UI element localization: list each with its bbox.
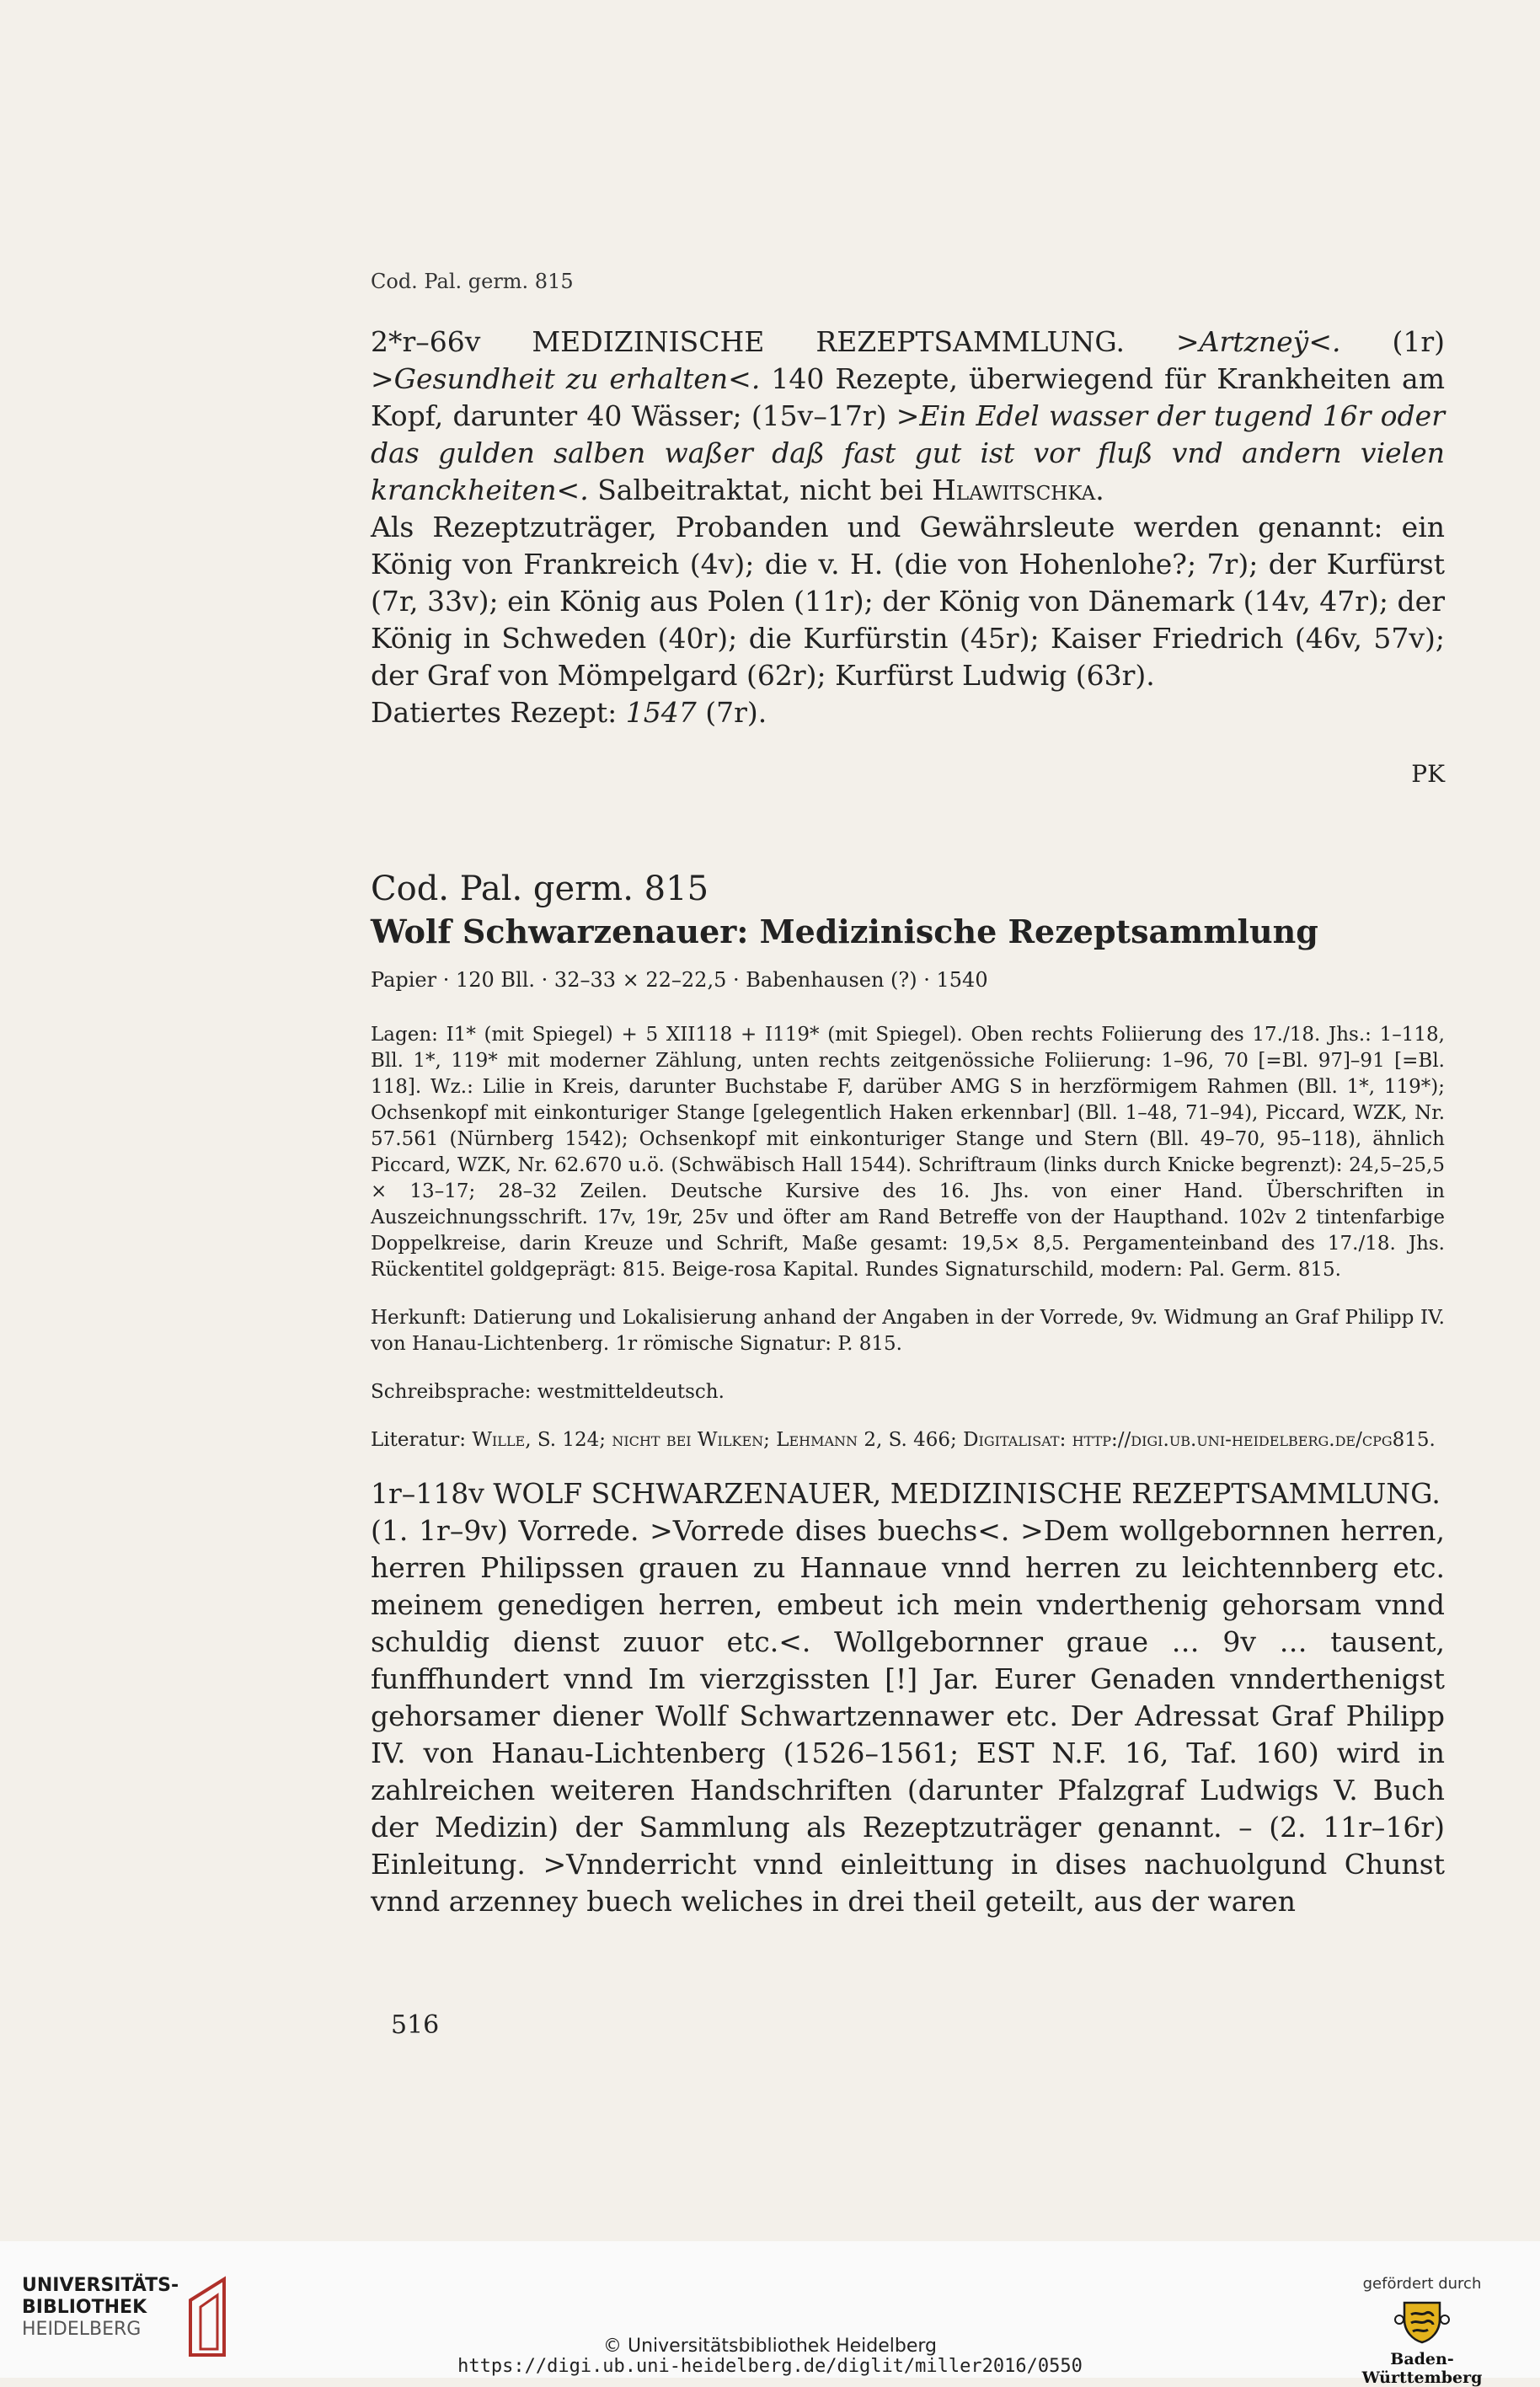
entry2-heading-line (371, 1475, 1445, 1512)
record-title: Wolf Schwarzenauer: Medizinische Rezeptsammlung (371, 913, 1318, 950)
entry1-dated-label: Datiertes Rezept: (371, 696, 618, 729)
entry1-dated-year: 1547 (625, 696, 697, 729)
funded-name: Baden-Württemberg (1361, 2350, 1483, 2387)
copyright: © Universitätsbibliothek Heidelberg (602, 2336, 937, 2357)
entry1-paragraph (371, 324, 1445, 509)
entry1-range: 2*r–66v (371, 325, 481, 358)
shelfmark: Cod. Pal. germ. 815 (371, 870, 709, 908)
entry2-text: (1. 1r–9v) Vorrede. >Vorrede dises buechs<. >Dem wollgebornnen herren, herren Philipssen grauen zu Hannaue vnnd herren zu leichtennberg etc. meinem genedigen herren, embeut ich mein vnderthenig gehorsam vnnd schuldig dienst zuuor etc.<. Wollgebornner graue … 9v … tausent, funffhundert vnnd Im vierzgissten [!] Jar. Eurer Genaden vnnderthenigst gehorsamer diener Wollf Schwartzennawer etc. Der Adressat Graf Philipp IV. von Hanau-Lichtenberg (1526–1561; EST N.F. 16, Taf. 160) wird in zahlreichen weiteren Handschriften (darunter Pfalzgraf Ludwigs V. Buch der Medizin) der Sammlung als Rezeptzuträger genannt. – (2. 11r–16r) Einleitung. >Vnnderricht vnnd einleittung in dises nachuolgund Chunst vnnd arzenney buech weliches in drei theil geteilt, aus der waren (371, 1514, 1445, 1918)
literatur-text: Wille, S. 124; nicht bei Wilken; Lehmann 2, S. 466; Digitalisat: http://digi.ub.uni-heidelberg.de/cpg815. (472, 1429, 1436, 1451)
library-name-line3: HEIDELBERG (22, 2319, 142, 2340)
entry1-dated (371, 694, 1445, 731)
herkunft: Herkunft: Datierung und Lokalisierung anhand der Angaben in der Vorrede, 9v. Widmung an Graf Philipp IV. von Hanau-Lichtenberg. 1r römische Signatur: P. 815. (371, 1307, 1445, 1355)
page-number: 516 (391, 2010, 440, 2040)
entry1-s2-rest: Salbeitraktat, nicht bei (597, 474, 923, 506)
entry1-s1-text: >Gesundheit zu erhalten<. (371, 362, 761, 395)
entry1-dated-loc: (7r). (705, 696, 767, 729)
entry2-heading: WOLF SCHWARZENAUER, MEDIZINISCHE REZEPTSAMMLUNG. (493, 1477, 1441, 1510)
entry1-title: >Artzneÿ<. (1175, 325, 1341, 358)
funded-by (1338, 2275, 1506, 2387)
literatur-label: Literatur: (371, 1429, 466, 1451)
entry1-s1-loc: (1r) (1392, 325, 1445, 358)
author-signature: PK (1411, 760, 1445, 788)
funded-label: gefördert durch (1362, 2275, 1482, 2293)
library-name-line1: UNIVERSITÄTS- (22, 2275, 179, 2296)
literatur (371, 1427, 1445, 1453)
page-url[interactable]: https://digi.ub.uni-heidelberg.de/diglit/miller2016/0550 (457, 2356, 1083, 2377)
page-body (371, 270, 1445, 1920)
running-head: Cod. Pal. germ. 815 (371, 270, 574, 293)
entry1-s2-author: Hlawitschka. (932, 474, 1104, 506)
schreibsprache: Schreibsprache: westmitteldeutsch. (371, 1381, 725, 1403)
entry1-witnesses: Als Rezeptzuträger, Probanden und Gewährsleute werden genannt: ein König von Frankreich (4v); die v. H. (die von Hohenlohe?; 7r); der Kurfürst (7r, 33v); ein König aus Polen (11r); der König von Dänemark (14v, 47r); der König in Schweden (40r); die Kurfürstin (45r); Kaiser Friedrich (46v, 57v); der Graf von Mömpelgard (62r); Kurfürst Ludwig (63r). (371, 511, 1445, 692)
bw-coat-of-arms-icon (1393, 2298, 1452, 2345)
library-name-line2: BIBLIOTHEK (22, 2297, 147, 2318)
footer (0, 2241, 1540, 2387)
entry1-heading: MEDIZINISCHE REZEPTSAMMLUNG. (532, 325, 1125, 358)
entry2-range: 1r–118v (371, 1477, 484, 1510)
entry1-s1-rest: 140 Rezepte, überwiegend für Krankheiten am Kopf, darunter 40 Wässer; (371, 362, 1445, 432)
entry1-s2-loc: (15v–17r) (751, 399, 887, 432)
entry1-s2-text: >Ein Edel wasser der tugend 16r oder das gulden salben waßer daß fast gut ist vor fluß vnd andern vielen kranckheiten<. (371, 399, 1445, 506)
record-meta: Papier · 120 Bll. · 32–33 × 22–22,5 · Babenhausen (?) · 1540 (371, 968, 988, 992)
lagen-description: Lagen: I1* (mit Spiegel) + 5 XII118 + I119* (mit Spiegel). Oben rechts Foliierung des 17./18. Jhs.: 1–118, Bll. 1*, 119* mit moderner Zählung, unten rechts zeitgenössiche Foliierung: 1–96, 70 [=Bl. 97]–91 [=Bl. 118]. Wz.: Lilie in Kreis, darunter Buchstabe F, darüber AMG S in herzförmigem Rahmen (Bll. 1*, 119*); Ochsenkopf mit einkonturiger Stange [gelegentlich Haken erkennbar] (Bll. 1–48, 71–94), Piccard, WZK, Nr. 57.561 (Nürnberg 1542); Ochsenkopf mit einkonturiger Stange und Stern (Bll. 49–70, 95–118), ähnlich Piccard, WZK, Nr. 62.670 u.ö. (Schwäbisch Hall 1544). Schriftraum (links durch Knicke begrenzt): 24,5–25,5 × 13–17; 28–32 Zeilen. Deutsche Kursive des 16. Jhs. von einer Hand. Überschriften in Auszeichnungsschrift. 17v, 19r, 25v und öfter am Rand Betreffe von der Haupthand. 102v 2 tintenfarbige Doppelkreise, darin Kreuze und Schrift, Maße gesamt: 19,5× 8,5. Pergamenteinband des 17./18. Jhs. Rückentitel goldgeprägt: 815. Beige-rosa Kapital. Rundes Signaturschild, modern: Pal. Germ. 815. (371, 1024, 1445, 1281)
